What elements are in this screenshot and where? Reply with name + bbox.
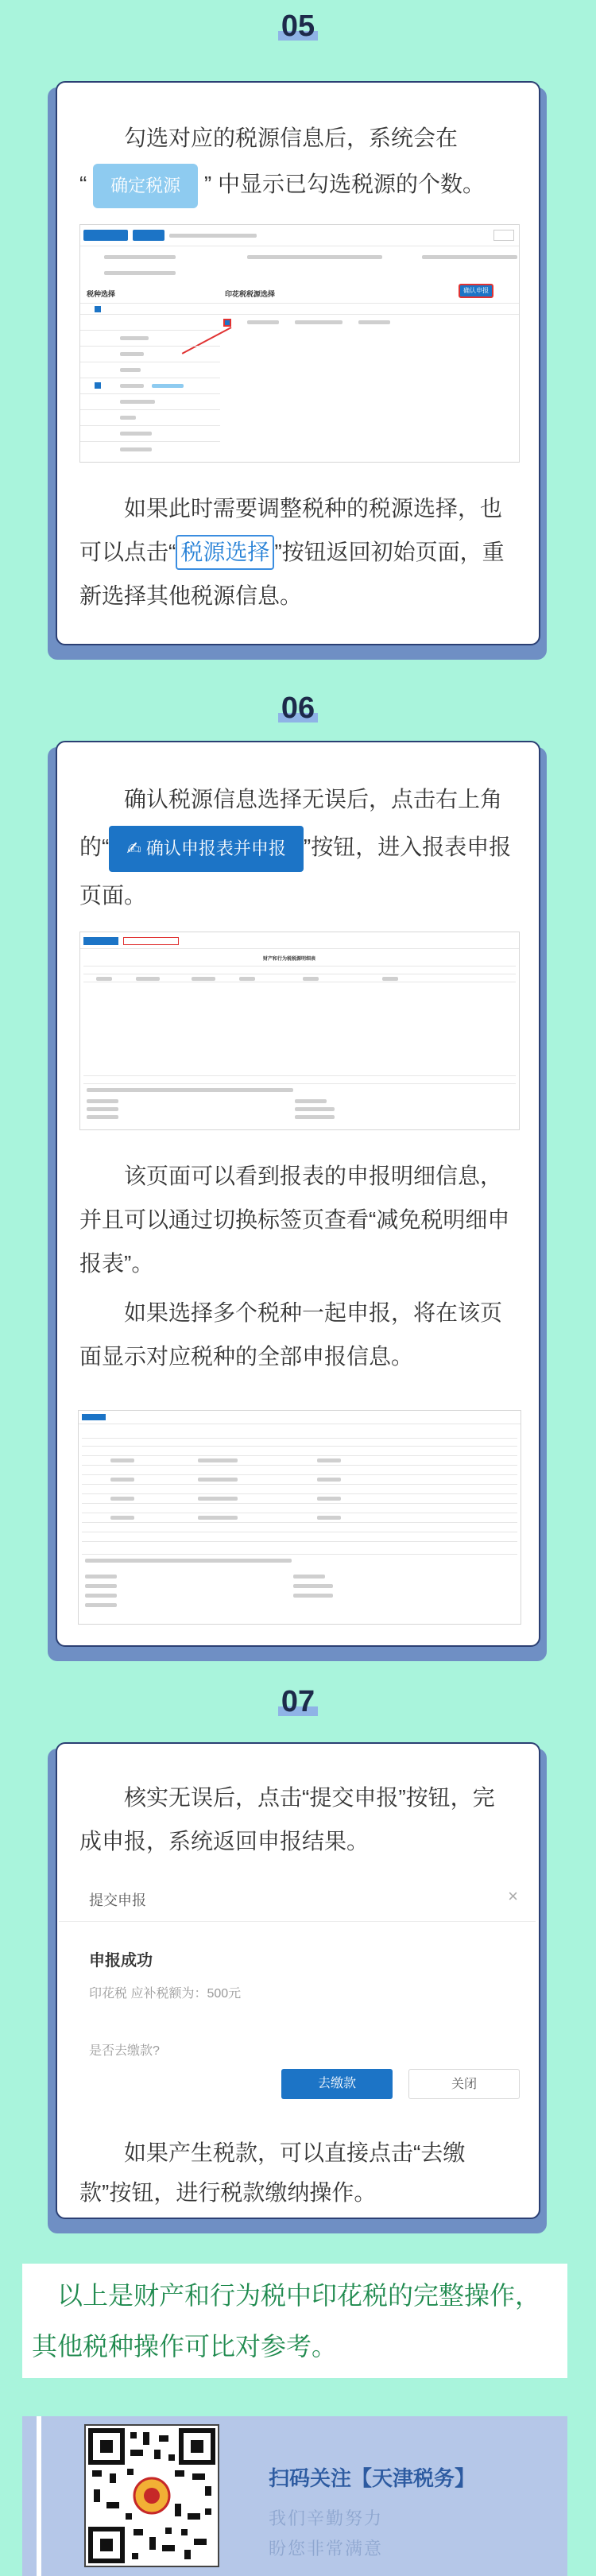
tax-source-screenshot bbox=[79, 224, 520, 463]
slogan-line2: 盼您非常满意 bbox=[269, 2539, 384, 2559]
declare-form-screenshot bbox=[79, 932, 520, 1130]
step05-card bbox=[56, 81, 540, 645]
step07-para1: 核实无误后，点击“提交申报”按钮，完成申报，系统返回申报结果。 bbox=[79, 1785, 495, 1854]
step06-para3: 如果选择多个税种一起申报，将在该页面显示对应税种的全部申报信息。 bbox=[79, 1300, 503, 1369]
step06-para2: 该页面可以看到报表的申报明细信息，并且可以通过切换标签页查看“减免税明细申报表”。 bbox=[79, 1164, 510, 1276]
close-button[interactable]: 关闭 bbox=[408, 2069, 520, 2099]
tax-type-panel-title: 税种选择 bbox=[87, 290, 116, 298]
step-number-06: 06 bbox=[0, 691, 596, 726]
step05-line2: “ 确定税源 ” 中显示已勾选税源的个数。 bbox=[79, 162, 517, 208]
go-pay-button[interactable]: 去缴款 bbox=[281, 2069, 393, 2099]
tax-source-select-button[interactable]: 税源选择 bbox=[176, 535, 274, 570]
step06-para1: 确认税源信息选择无误后，点击右上角的“ ✍ 确认申报表并申报 ”按钮，进入报表申报页面。 bbox=[79, 787, 512, 908]
confirm-declare-small-button[interactable]: 确认申报 bbox=[459, 284, 493, 298]
divider bbox=[37, 2416, 41, 2576]
multi-tax-screenshot bbox=[78, 1410, 521, 1625]
follow-text: 扫码关注【天津税务】 bbox=[269, 2466, 476, 2490]
footer bbox=[22, 2416, 567, 2576]
qr-code bbox=[84, 2424, 219, 2567]
form-title: 财产和行为税税源明细表 bbox=[263, 957, 316, 962]
dialog-title: 提交申报 bbox=[89, 1892, 146, 1908]
edit-icon: ✍ bbox=[126, 838, 146, 858]
step07-para2: 如果产生税款，可以直接点击“去缴款”按钮，进行税款缴纳操作。 bbox=[79, 2140, 466, 2205]
summary-box bbox=[22, 2264, 567, 2378]
submit-result-dialog bbox=[59, 1872, 536, 2118]
pay-question-text: 是否去缴款? bbox=[89, 2044, 160, 2058]
close-icon[interactable]: × bbox=[508, 1886, 518, 1906]
confirm-declare-button[interactable]: ✍ 确认申报表并申报 bbox=[109, 826, 304, 872]
stamp-tax-panel-title: 印花税税源选择 bbox=[225, 290, 276, 298]
declare-success-text: 申报成功 bbox=[89, 1952, 153, 1970]
slogan-line1: 我们辛勤努力 bbox=[269, 2508, 384, 2528]
step-number-07: 07 bbox=[0, 1685, 596, 1719]
tax-due-text: 印花税 应补税额为：500元 bbox=[89, 1987, 242, 2001]
step-number-05: 05 bbox=[0, 10, 596, 44]
summary-text: 以上是财产和行为税中印花税的完整操作，其他税种操作可比对参考。 bbox=[32, 2281, 541, 2361]
confirm-tax-source-button[interactable]: 确定税源 bbox=[93, 164, 198, 208]
step06-card bbox=[56, 741, 540, 1647]
step05-para2: 如果此时需要调整税种的税源选择，也可以点击“ 税源选择 ”按钮返回初始页面，重新选择其他税源信息。 bbox=[79, 496, 505, 608]
divider bbox=[59, 1921, 536, 1922]
step05-line1: 勾选对应的税源信息后，系统会在 bbox=[124, 126, 459, 150]
